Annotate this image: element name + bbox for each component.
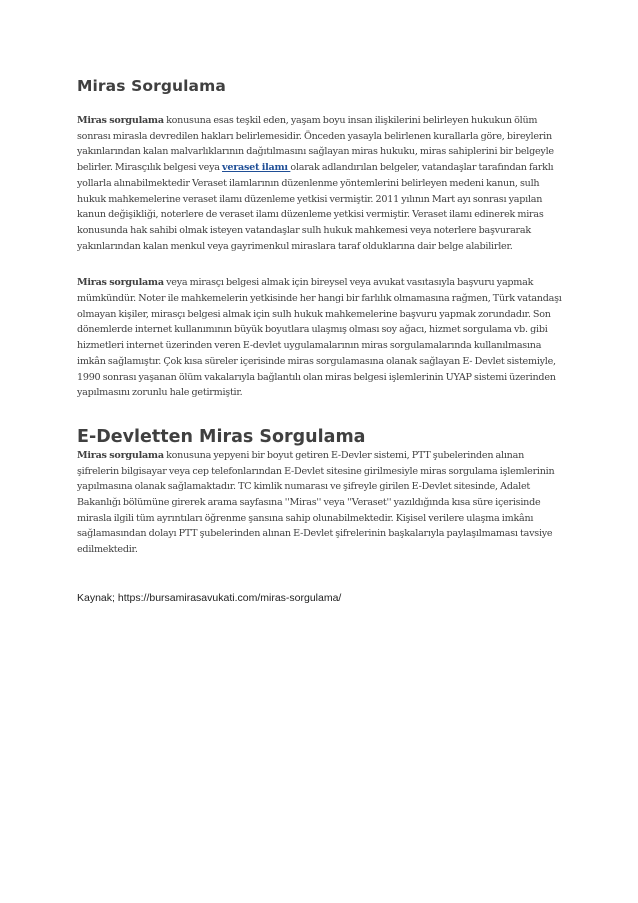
paragraph-edevlet — [77, 448, 562, 558]
page-title: Miras Sorgulama — [77, 77, 226, 95]
paragraph-text-continued: olarak adlandırılan belgeler, vatandaşlar tarafından farklı yollarla alınabilmektedir Veraset ilamlarının düzenlenme yöntemlerini belirleyen medeni kanun, sulh hukuk mahkemelerine veraset ilamı düzenleme yetkisi vermiştir. 2011 yılının Mart ayı sonrası yapılan kanun değişikliği, noterlere de veraset ilamı düzenleme yetkisi vermiştir. Veraset ilamı edinerek miras konusunda hak sahibi olmak isteyen vatandaşlar sulh hukuk mahkemesi veya noterlere başvurarak yakınlarından kalan menkul veya gayrimenkul miraslara taraf olduklarına dair belge alabilirler. — [77, 162, 554, 252]
document-content — [77, 76, 562, 605]
paragraph-intro — [77, 113, 562, 254]
source-citation: Kaynak; https://bursamirasavukati.com/miras-sorgulama/ — [77, 591, 342, 604]
paragraph-text: veya mirasçı belgesi almak için bireysel veya avukat vasıtasıyla başvuru yapmak mümkündür. Noter ile mahkemelerin yetkisinde her hangi bir farlılık olmamasına rağmen, Türk vatandaşı olmayan kişiler, mirasçı belgesi almak için sulh hukuk mahkemelerine başvuru yapmak zorundadır. Son dönemlerde internet kullanımının büyük boyutlara ulaşmış olması soy ağacı, hizmet sorgulama vb. gibi hizmetleri internet üzerinden veren E-devlet uygulamalarının miras sorgulamalarında kullanılmasına imkân sağlamıştır. Çok kısa süreler içerisinde miras sorgulamasına olanak sağlayan E- Devlet sistemiyle, 1990 sonrası yaşanan ölüm vakalarıyla bağlantılı olan miras belgesi işlemlerinin UYAP sistemi üzerinden yapılmasını zorunlu hale getirmiştir. — [77, 277, 562, 399]
paragraph-text: konusuna yepyeni bir boyut getiren E-Devler sistemi, PTT şubelerinden alınan şifrelerin bilgisayar veya cep telefonlarından E-Devlet sitesine girilmesiyle miras sorgulama işlemlerinin yapılmasına olanak sağlamaktadır. TC kimlik numarası ve şifreyle girilen E-Devlet sitesinde, Adalet Bakanlığı bölümüne girerek arama sayfasına ''Miras'' veya ''Veraset'' yazıldığında kısa süre içerisinde mirasla ilgili tüm ayrıntıları öğrenme şansına sahip olunabilmektedir. Kişisel verilere ulaşma imkânı sağlamasından dolayı PTT şubelerinden alınan E-Devlet şifrelerinin başkalarıyla paylaşılmaması tavsiye edilmektedir. — [77, 449, 555, 556]
paragraph-lead-term: Miras sorgulama — [77, 449, 164, 461]
veraset-ilami-link[interactable]: veraset ilamı — [222, 162, 291, 174]
paragraph-lead-term: Miras sorgulama — [77, 277, 164, 289]
paragraph-lead-term: Miras sorgulama — [77, 115, 164, 126]
section-heading-edevlet: E-Devletten Miras Sorgulama — [77, 426, 366, 447]
paragraph-application — [77, 275, 562, 401]
paragraph-text: konusuna esas teşkil eden, yaşam boyu insan ilişkilerini belirleyen hukukun ölüm sonrası mirasla devredilen hakları belirlemesidir. Önceden yasayla belirlenen kurallarla göre, bireylerin yakınlarından kalan malvarlıklarının dağıtılmasını sağlayan miras hukuku, miras sahiplerini bir belgeyle belirler. Mirasçılık belgesi veya — [77, 115, 554, 174]
